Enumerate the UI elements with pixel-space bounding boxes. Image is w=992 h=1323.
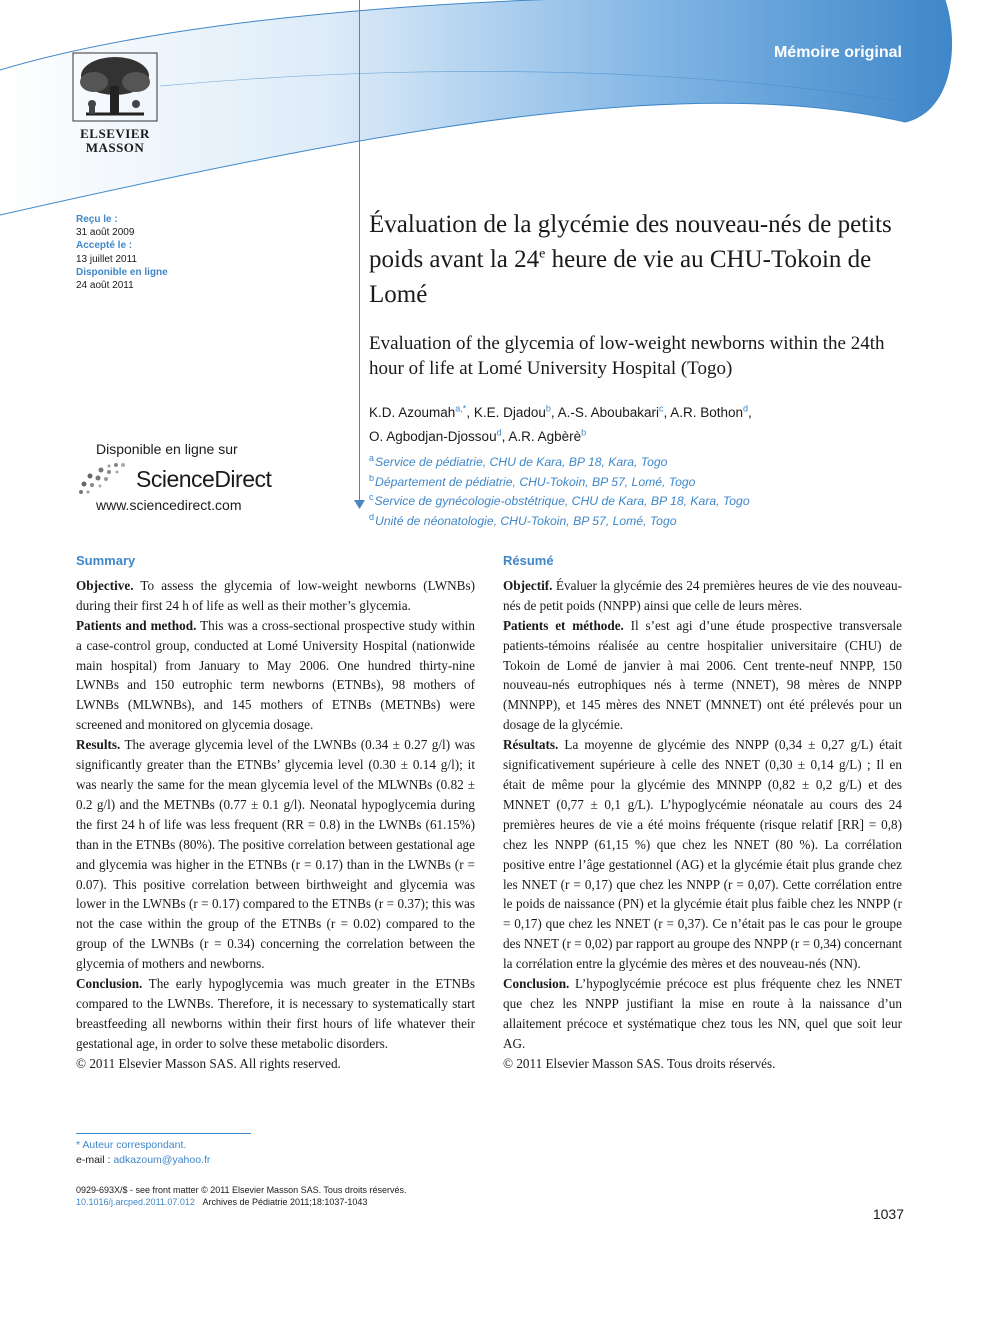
title-french-part1: Évaluation de la glycémie des nouveau-nés de petits poids avant la 24	[369, 211, 892, 273]
doi-link[interactable]: 10.1016/j.arcped.2011.07.012	[76, 1197, 195, 1207]
sciencedirect-name: ScienceDirect	[136, 466, 272, 492]
author: A.-S. Aboubakari$^c$,	[557, 403, 671, 420]
resume-heading: Résumé	[503, 553, 554, 568]
author: K.D. Azoumah$^{a,*}$,	[369, 403, 474, 420]
online-value: 24 août 2011	[76, 280, 134, 292]
journal-citation: Archives de Pédiatrie 2011;18:1037-1043	[202, 1197, 368, 1207]
affiliation: $^a$Service de pédiatrie, CHU de Kara, BP 18, Kara, Togo	[369, 453, 668, 470]
elsevier-logo	[72, 52, 158, 155]
affiliation-list	[369, 451, 904, 529]
affiliation: $^b$Département de pédiatrie, CHU-Tokoin, BP 57, Lomé, Togo	[369, 472, 696, 489]
summary-conclusion: Conclusion. The early hypoglycemia was much greater in the ETNBs compared to the LWNBs. Therefore, it is necessary to systematically start breastfeeding all newborns within their first hours of life whatever their gestational age, in order to solve these metabolic disorders.	[76, 976, 475, 1051]
footnote	[76, 1138, 210, 1167]
resume-conclusion: Conclusion. L’hypoglycémie précoce est plus fréquente chez les NNET que chez les NNPP justifiant la mise en route à la naissance d’un allaitement précoce et systématique chez tous les NN, quel que soit leur AG.	[503, 976, 902, 1051]
resume-copyright: © 2011 Elsevier Masson SAS. Tous droits réservés.	[503, 1055, 776, 1071]
corresponding-author-note: * Auteur correspondant.	[76, 1139, 187, 1151]
dots-icon	[76, 461, 132, 495]
resume-resultats: Résultats. La moyenne de glycémie des NNPP (0,34 ± 0,27 g/L) était significativement supérieure à celle des NNET (0,30 ± 0,14 g/L) ; Il en était de même pour la glycémie des MNNPP (0,82 ± 0,2 g/L) et des MNNET (0,77 ± 0,1 g/L). L’hypoglycémie néonatale au cours des 24 premières heures de vie a été moins fréquente (risque relatif [RR] = 0,8) chez les NNPP (61,15 %) que chez les NNET (80 %). La corrélation positive entre l’âge gestationnel (AG) et la glycémie était plus grande chez les NNET (r = 0,17) que chez les NNPP (r = 0,07). Cette corrélation entre le poids de naissance (PN) et la glycémie était plus faible chez les NNPP (r = 0,17) que chez les NNET (r = 0,37). Ce n’était pas le cas pour le groupe des NNET (r = 0,02) par rapport au groupe des NNPP (r = 0,34) concernant la corrélation entre la glycémie des mères et des nouveau-nés (NN).	[503, 737, 902, 972]
article-dates	[76, 213, 168, 292]
arrow-down-icon	[354, 500, 365, 510]
email-link[interactable]: adkazoum@yahoo.fr	[113, 1153, 211, 1166]
summary-heading: Summary	[76, 553, 136, 568]
issn-line: 0929-693X/$ - see front matter © 2011 Elsevier Masson SAS. Tous droits réservés.	[76, 1185, 407, 1195]
sciencedirect-url[interactable]: www.sciencedirect.com	[96, 497, 242, 513]
logo-line1: ELSEVIER	[80, 126, 150, 141]
author: A.R. Bothon$^d$,	[670, 403, 752, 420]
sciencedirect-available: Disponible en ligne sur	[96, 441, 238, 457]
summary-results: Results. The average glycemia level of the LWNBs (0.34 ± 0.27 g/l) was significantly greater than the ETNBs’ glycemia level (0.30 ± 0.14 g/l); it was nearly the same for the mean glycemia level of the MLWNBs (0.82 ± 0.2 g/l) and the METNBs (0.77 ± 0.1 g/l). Neonatal hypoglycemia during the first 24 h of life was less frequent (RR = 0.8) in the LWNBs (61.15%) than in the ETNBs (80%). The positive correlation between gestational age and glycemia was higher in the ETNBs (r = 0.17) than in the LWNBs (r = 0.07). This positive correlation between birthweight and glycemia was lower in the LWNBs (r = 0.17) compared to the ETNBs (r = 0.37); this was not the case within the group of the ETNBs (r = 0.02) compared to the group of the LWNBs (r = 0.34) concerning the correlation between the glycemia of mothers and newborns.	[76, 737, 475, 972]
resume-methode: Patients et méthode. Il s’est agi d’une étude prospective transversale patients-témoins réalisée au centre hospitalier universitaire (CHU) de Tokoin de Lomé de janvier à mai 2006. Cent trente-neuf NNPP, 150 nouveau-nés eutrophiques nés à terme (NNET), 98 mères de NNPP (MNNPP), et 145 mères des NNET (MNNET) ont été prélevés pour un dosage de la glycémie.	[503, 617, 902, 733]
title-french-part2: heure de vie au CHU-Tokoin de Lomé	[369, 246, 872, 308]
summary-method: Patients and method. This was a cross-sectional prospective study within a case-control group, conducted at Lomé University Hospital (nationwide main hospital) from January to May 2006. One hundred thirty-nine LWNBs and 150 eutrophic term newborns (ETNBs), 98 mothers of LWNBs (MLWNBs), and 145 mothers of ETNBs (METNBs) were screened and monitored on glycemia dosage.	[76, 617, 475, 733]
accepted-value: 13 juillet 2011	[76, 253, 137, 265]
publication-info	[76, 1184, 406, 1208]
author: A.R. Agbèrè$^b$	[508, 427, 587, 444]
article-type-label: Mémoire original	[773, 44, 902, 61]
accepted-label: Accepté le :	[76, 240, 133, 252]
received-label: Reçu le :	[76, 214, 118, 225]
received-value: 31 août 2009	[76, 227, 135, 239]
logo-line2: MASSON	[85, 140, 145, 155]
online-label: Disponible en ligne	[76, 266, 168, 278]
affiliation: $^d$Unité de néonatologie, CHU-Tokoin, BP 57, Lomé, Togo	[369, 511, 677, 528]
sciencedirect-logo[interactable]	[76, 461, 276, 497]
footnote-divider	[76, 1133, 251, 1134]
summary-copyright: © 2011 Elsevier Masson SAS. All rights reserved.	[76, 1055, 341, 1071]
doi-line	[76, 1196, 406, 1208]
title-english: Evaluation of the glycemia of low-weight newborns within the 24th hour of life at Lomé University Hospital (Togo)	[369, 333, 885, 379]
author: O. Agbodjan-Djossou$^d$,	[369, 427, 509, 444]
title-french-sup: e	[539, 246, 546, 262]
vertical-divider	[359, 0, 360, 505]
summary-objective: Objective. To assess the glycemia of low-weight newborns (LWNBs) during their first 24 h of life as well as their mother’s glycemia.	[76, 577, 475, 613]
title-french	[369, 207, 904, 312]
tree-icon	[72, 52, 158, 122]
email-line: e-mail : adkazoum@yahoo.fr	[76, 1153, 211, 1166]
resume-objectif: Objectif. Évaluer la glycémie des 24 premières heures de vie des nouveau-nés de petit poids (NNPP) ainsi que celle de leurs mères.	[503, 577, 902, 613]
author: K.E. Djadou$^b$,	[473, 403, 558, 420]
resume-column	[503, 551, 902, 1074]
summary-column	[76, 551, 475, 1074]
affiliation: $^c$Service de gynécologie-obstétrique, CHU de Kara, BP 18, Kara, Togo	[369, 492, 750, 509]
page-number: 1037	[872, 1206, 904, 1222]
author-list	[369, 398, 904, 447]
